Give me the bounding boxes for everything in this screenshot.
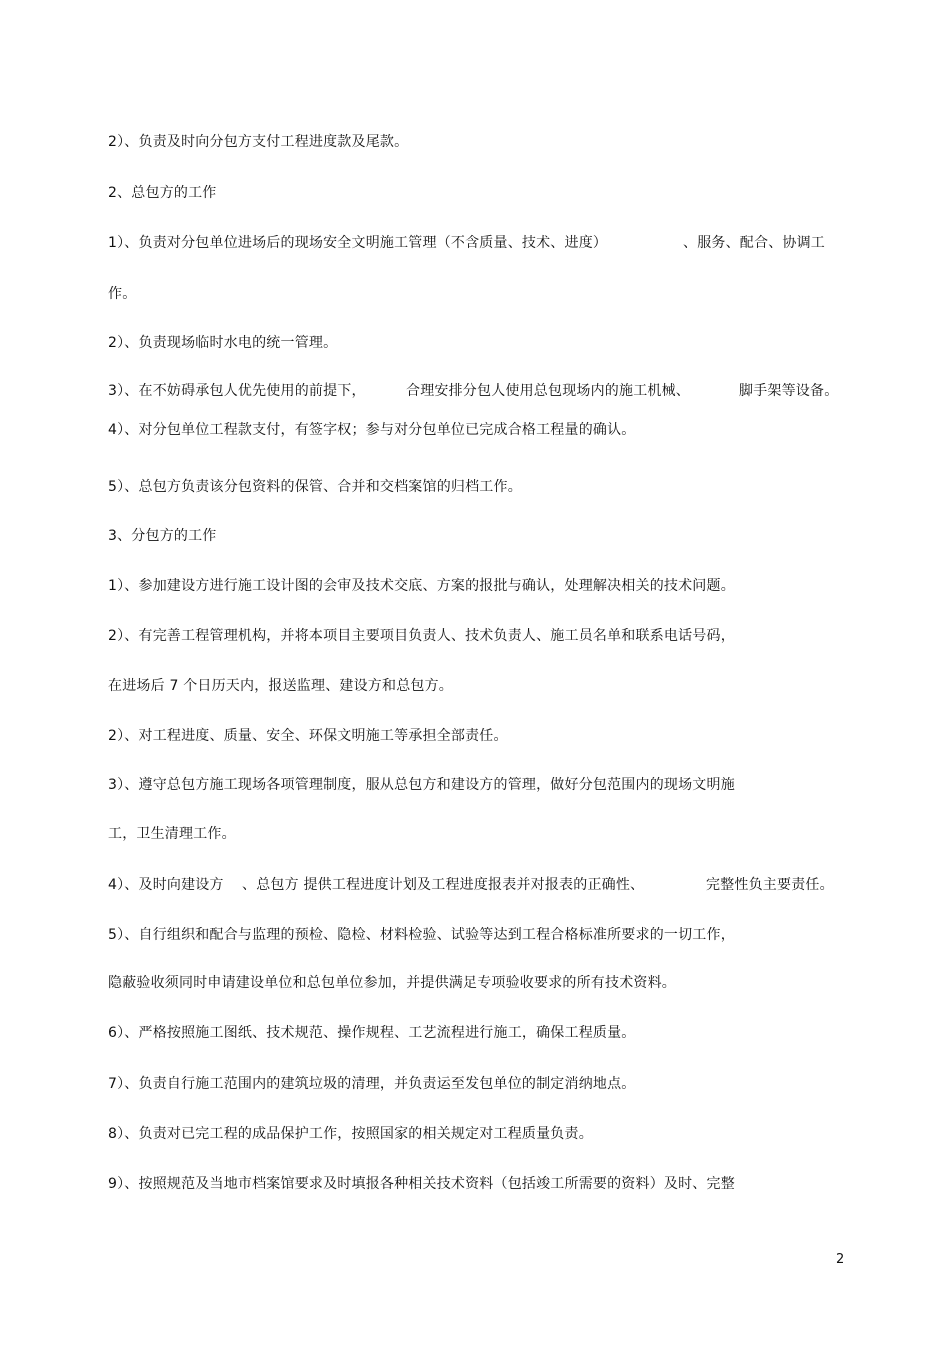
paragraph-line: 2）、负责现场临时水电的统一管理。 [108,335,338,351]
paragraph-segment: 完整性负主要责任。 [706,877,834,893]
paragraph-line: 5）、总包方负责该分包资料的保管、合并和交档案馆的归档工作。 [108,479,522,495]
paragraph-line: 2）、有完善工程管理机构，并将本项目主要项目负责人、技术负责人、施工员名单和联系电话号码， [108,628,735,644]
paragraph-line: 在进场后 7 个日历天内，报送监理、建设方和总包方。 [108,678,454,694]
paragraph-line: 隐蔽验收须同时申请建设单位和总包单位参加，并提供满足专项验收要求的所有技术资料。 [108,975,676,991]
paragraph-segment: 、服务、配合、协调工 [683,235,825,251]
paragraph-line: 2）、对工程进度、质量、安全、环保文明施工等承担全部责任。 [108,728,508,744]
paragraph-line: 2）、负责及时向分包方支付工程进度款及尾款。 [108,134,409,150]
paragraph-segment: 、总包方 提供工程进度计划及工程进度报表并对报表的正确性、 [242,877,645,893]
paragraph-segment: 1）、负责对分包单位进场后的现场安全文明施工管理（不含质量、技术、进度） [108,235,608,251]
paragraph-line: 6）、严格按照施工图纸、技术规范、操作规程、工艺流程进行施工，确保工程质量。 [108,1025,636,1041]
paragraph-line: 作。 [108,286,137,302]
paragraph-line: 8）、负责对已完工程的成品保护工作，按照国家的相关规定对工程质量负责。 [108,1126,593,1142]
paragraph-segment: 4）、及时向建设方 [108,877,224,893]
paragraph-line: 5）、自行组织和配合与监理的预检、隐检、材料检验、试验等达到工程合格标准所要求的一切工作， [108,927,735,943]
paragraph-line: 工，卫生清理工作。 [108,826,236,842]
paragraph-line: 7）、负责自行施工范围内的建筑垃圾的清理，并负责运至发包单位的制定消纳地点。 [108,1076,636,1092]
section-heading: 3、分包方的工作 [108,528,217,544]
paragraph-line: 3）、遵守总包方施工现场各项管理制度，服从总包方和建设方的管理，做好分包范围内的现场文明施 [108,777,735,793]
section-heading: 2、总包方的工作 [108,185,217,201]
paragraph-line: 4）、对分包单位工程款支付，有签字权；参与对分包单位已完成合格工程量的确认。 [108,422,636,438]
paragraph-line: 9）、按照规范及当地市档案馆要求及时填报各种相关技术资料（包括竣工所需要的资料）及时、完整 [108,1176,735,1192]
paragraph-segment: 合理安排分包人使用总包现场内的施工机械、 [406,383,690,399]
page-number: 2 [836,1252,845,1267]
paragraph-segment: 脚手架等设备。 [739,383,839,399]
paragraph-line: 1）、参加建设方进行施工设计图的会审及技术交底、方案的报批与确认，处理解决相关的技术问题。 [108,578,735,594]
paragraph-segment: 3）、在不妨碍承包人优先使用的前提下， [108,383,366,399]
